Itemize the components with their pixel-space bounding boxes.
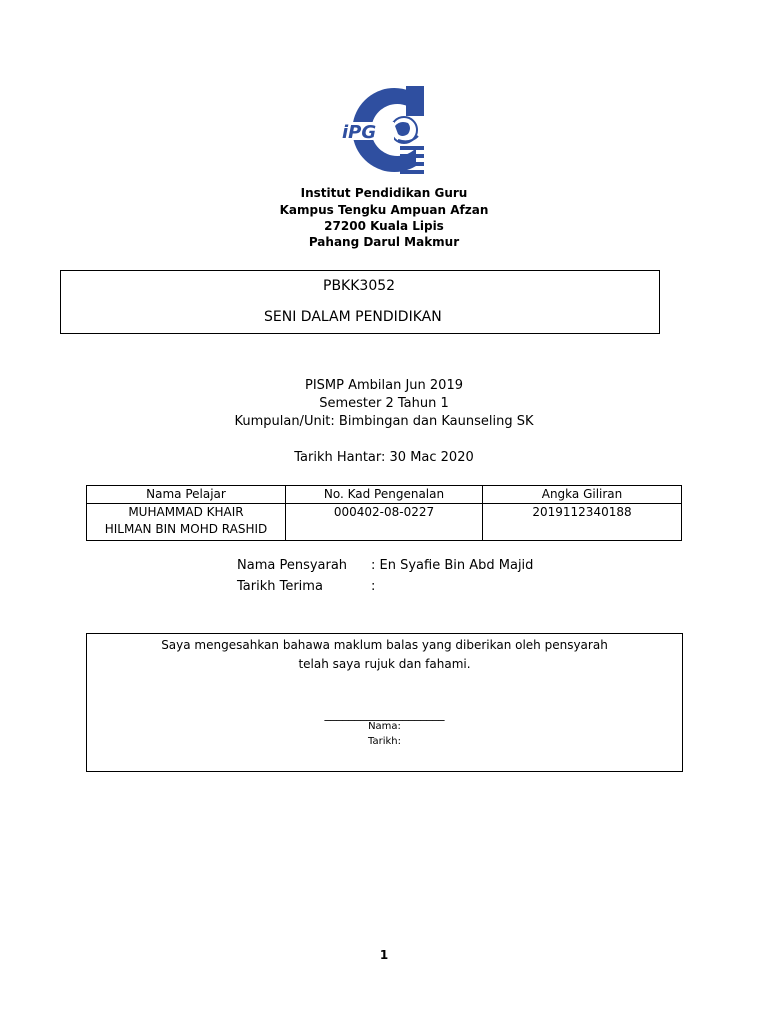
student-table bbox=[86, 485, 682, 541]
lecturer-name-value: : En Syafie Bin Abd Majid bbox=[371, 558, 534, 573]
acknowledgement-line1: Saya mengesahkan bahawa maklum balas yang diberikan oleh pensyarah bbox=[161, 638, 608, 652]
course-box bbox=[60, 270, 660, 334]
acknowledgement-box bbox=[86, 633, 683, 772]
submission-date: Tarikh Hantar: 30 Mac 2020 bbox=[294, 450, 474, 465]
cell-ic-number: 000402-08-0227 bbox=[286, 504, 483, 541]
table-header-row bbox=[87, 486, 682, 504]
table-row bbox=[87, 504, 682, 541]
intake-line: PISMP Ambilan Jun 2019 bbox=[304, 378, 463, 393]
cell-student-name bbox=[87, 504, 286, 541]
page-number: 1 bbox=[379, 948, 389, 962]
header-index-number: Angka Giliran bbox=[483, 486, 682, 504]
lecturer-name-label: Nama Pensyarah bbox=[237, 558, 348, 573]
course-code: PBKK3052 bbox=[323, 278, 396, 294]
logo-text: iPG bbox=[342, 122, 377, 143]
student-name-line1: MUHAMMAD KHAIR bbox=[128, 505, 244, 519]
group-line: Kumpulan/Unit: Bimbingan dan Kaunseling SK bbox=[234, 414, 534, 429]
header-student-name: Nama Pelajar bbox=[87, 486, 286, 504]
signature-date-label: Tarikh: bbox=[368, 736, 401, 747]
ipg-logo-graphic bbox=[338, 84, 428, 176]
signature-line: ____________________ bbox=[324, 707, 445, 721]
student-name-line2: HILMAN BIN MOHD RASHID bbox=[104, 522, 268, 536]
institution-name: Institut Pendidikan Guru bbox=[300, 186, 468, 200]
cell-index-number: 2019112340188 bbox=[483, 504, 682, 541]
ipg-logo bbox=[338, 84, 428, 176]
signature-name-label: Nama: bbox=[368, 721, 401, 732]
state-name: Pahang Darul Makmur bbox=[308, 235, 460, 249]
received-date-label: Tarikh Terima bbox=[237, 579, 323, 594]
campus-name: Kampus Tengku Ampuan Afzan bbox=[279, 203, 489, 217]
acknowledgement-line2: telah saya rujuk dan fahami. bbox=[298, 657, 471, 671]
header-ic-number: No. Kad Pengenalan bbox=[286, 486, 483, 504]
semester-line: Semester 2 Tahun 1 bbox=[319, 396, 449, 411]
received-date-value: : bbox=[371, 579, 376, 594]
course-name: SENI DALAM PENDIDIKAN bbox=[264, 309, 442, 325]
postcode-city: 27200 Kuala Lipis bbox=[324, 219, 444, 233]
